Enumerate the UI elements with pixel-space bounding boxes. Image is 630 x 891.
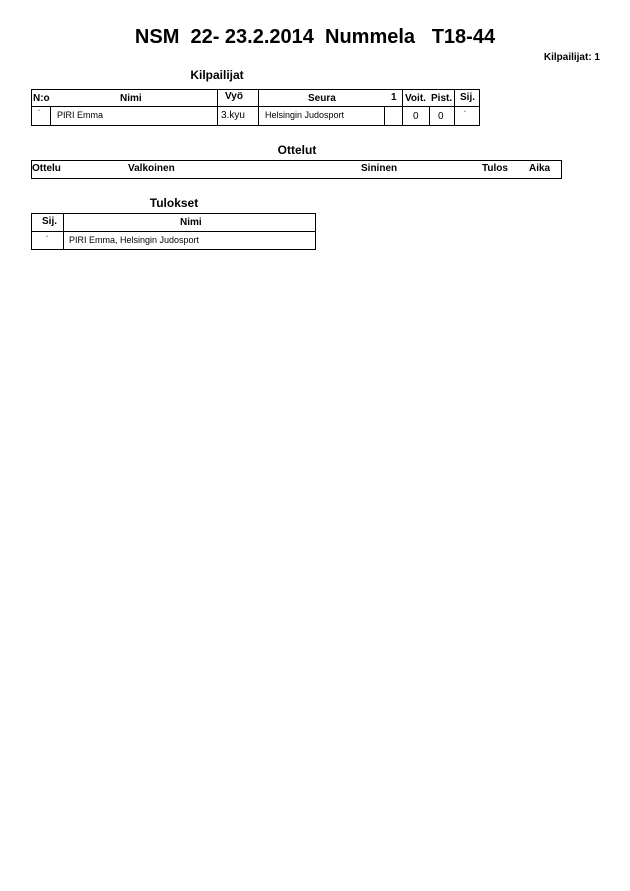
row-place: ´ (464, 110, 467, 119)
row-number: ´ (38, 109, 41, 118)
row-belt: 3.kyu (221, 110, 245, 121)
competitors-heading: Kilpailijat (190, 68, 244, 82)
row-points: 0 (438, 111, 444, 122)
header-time: Aika (529, 163, 551, 174)
header-blue: Sininen (361, 163, 398, 174)
header-club: Seura (308, 93, 336, 104)
competitors-table (31, 89, 403, 126)
header-result-place: Sij. (42, 216, 58, 227)
matches-heading: Ottelut (277, 143, 317, 157)
header-points: Pist. (431, 93, 453, 104)
header-white: Valkoinen (128, 163, 175, 174)
header-round: 1 (391, 92, 397, 103)
header-result: Tulos (482, 163, 508, 174)
result-place: ´ (46, 235, 49, 244)
header-result-name: Nimi (180, 217, 202, 228)
header-belt: Vyö (225, 91, 243, 102)
competitor-count: Kilpailijat: 1 (543, 52, 600, 63)
header-wins: Voit. (405, 93, 426, 104)
results-heading: Tulokset (149, 196, 199, 210)
result-name: PIRI Emma, Helsingin Judosport (69, 235, 200, 245)
row-name: PIRI Emma (57, 110, 104, 120)
row-club: Helsingin Judosport (265, 110, 345, 120)
header-name: Nimi (120, 93, 142, 104)
header-match: Ottelu (32, 163, 61, 174)
results-table (31, 213, 316, 250)
row-wins: 0 (413, 111, 419, 122)
header-place: Sij. (460, 92, 476, 103)
standings-table (402, 89, 480, 126)
header-no: N:o (33, 93, 50, 104)
page-title: NSM 22- 23.2.2014 Nummela T18-44 (134, 26, 496, 48)
matches-table (31, 160, 562, 179)
